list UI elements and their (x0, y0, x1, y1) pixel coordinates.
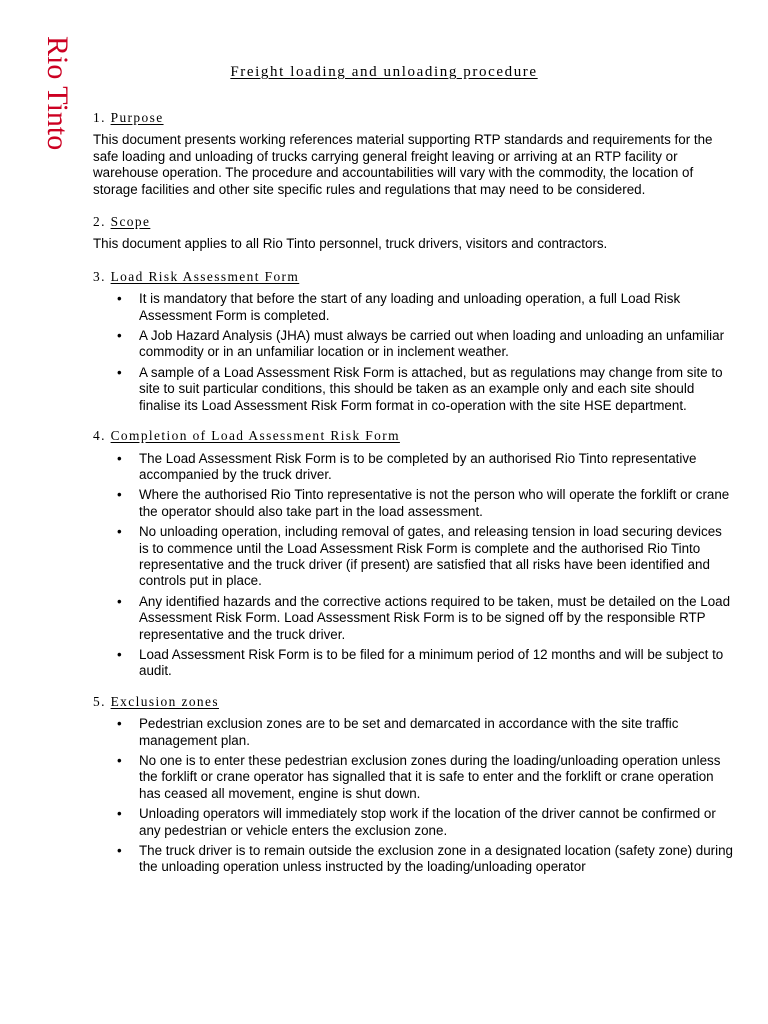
section-number: 4. (93, 428, 106, 444)
list-item: • Load Assessment Risk Form is to be filed for a minimum period of 12 months and will be subject to audit. (93, 647, 733, 680)
document-title-text: Freight loading and unloading procedure (230, 64, 538, 80)
section-heading (93, 428, 733, 444)
bullet-list (93, 451, 733, 680)
list-item: • It is mandatory that before the start of any loading and unloading operation, a full Load Risk Assessment Form is completed. (93, 291, 733, 324)
section-load-risk-assessment-form (93, 269, 733, 414)
section-title: Load Risk Assessment Form (110, 268, 300, 284)
bullet-list (93, 291, 733, 414)
list-item: • Where the authorised Rio Tinto representative is not the person who will operate the forklift or crane the operator should also take part in the load assessment. (93, 487, 733, 520)
section-number: 5. (93, 693, 106, 709)
rio-tinto-logo (14, 30, 74, 160)
bullet-list (93, 716, 733, 876)
section-purpose (93, 110, 733, 198)
list-item: • Any identified hazards and the corrective actions required to be taken, must be detailed on the Load Assessment Risk Form. Load Assessment Risk Form is to be signed off by the responsible RTP representative and the truck driver. (93, 594, 733, 643)
section-paragraph: This document presents working references material supporting RTP standards and requirements for the safe loading and unloading of trucks carrying general freight leaving or arriving at an RTP facility or warehouse operation. The procedure and accountabilities will vary with the commodity, the location of storage facilities and other site specific rules and regulations that may need to be considered. (93, 132, 713, 197)
section-title: Exclusion zones (110, 693, 219, 709)
section-heading (93, 694, 733, 710)
list-item: • Pedestrian exclusion zones are to be set and demarcated in accordance with the site traffic management plan. (93, 716, 733, 749)
list-item: • Unloading operators will immediately stop work if the location of the driver cannot be confirmed or any pedestrian or vehicle enters the exclusion zone. (93, 806, 733, 839)
section-title: Purpose (110, 110, 164, 125)
list-item: • The truck driver is to remain outside the exclusion zone in a designated location (safety zone) during the unloading operation unless instructed by the loading/unloading operator (93, 843, 733, 876)
section-heading (93, 214, 733, 230)
section-number: 3. (93, 268, 106, 284)
list-item: • The Load Assessment Risk Form is to be completed by an authorised Rio Tinto representative accompanied by the truck driver. (93, 451, 733, 484)
svg-text:Rio Tinto: Rio Tinto (41, 36, 74, 151)
list-item: • No one is to enter these pedestrian exclusion zones during the loading/unloading operation unless the forklift or crane operator has signalled that it is safe to enter and the forklift or crane operation has ceased all movement, engine is shut down. (93, 753, 733, 802)
document-title (0, 64, 768, 81)
section-title: Completion of Load Assessment Risk Form (110, 428, 400, 444)
section-heading (93, 269, 733, 285)
document-body (93, 110, 733, 890)
section-completion-of-form (93, 428, 733, 680)
section-heading (93, 110, 733, 126)
list-item: • A Job Hazard Analysis (JHA) must always be carried out when loading and unloading an unfamiliar commodity or in an unfamiliar location or in inclement weather. (93, 328, 733, 361)
section-paragraph: This document applies to all Rio Tinto personnel, truck drivers, visitors and contractors. (93, 236, 608, 252)
section-title: Scope (110, 214, 151, 230)
section-scope (93, 214, 733, 253)
section-exclusion-zones (93, 694, 733, 876)
section-number: 2. (93, 214, 106, 230)
list-item: • A sample of a Load Assessment Risk Form is attached, but as regulations may change from site to site to suit particular conditions, this should be taken as an example only and each site should finalise its Load Assessment Risk Form format in co-operation with the site HSE department. (93, 365, 733, 414)
section-number: 1. (93, 110, 106, 125)
list-item: • No unloading operation, including removal of gates, and releasing tension in load securing devices is to commence until the Load Assessment Risk Form is complete and the authorised Rio Tinto representative and the truck driver (if present) are satisfied that all risks have been identified and controls put in place. (93, 524, 733, 590)
